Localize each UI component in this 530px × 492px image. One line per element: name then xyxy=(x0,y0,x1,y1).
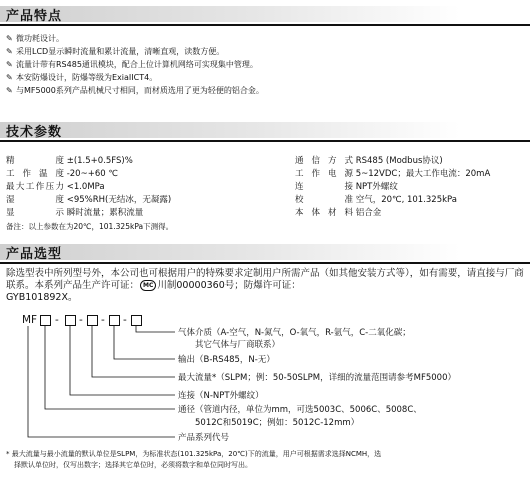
label-medium: 气体介质（A-空气，N-氮气，O-氧气，R-氩气，C-二氧化碳； xyxy=(178,328,411,338)
model-dash: - xyxy=(123,314,127,326)
specs-note: 备注：以上参数在为20℃，101.325kPa下测得。 xyxy=(6,222,174,231)
selection-title: 产品选型 xyxy=(6,247,63,262)
connector-medium xyxy=(136,326,175,332)
connector-connection xyxy=(70,326,175,395)
model-prefix: MF xyxy=(22,314,38,326)
spec-key: 通信方式 xyxy=(295,156,353,166)
spec-key: 显 示 xyxy=(6,208,64,218)
spec-value: ±(1.5+0.5FS)% xyxy=(66,156,133,166)
spec-value: 空气，20℃, 101.325kPa xyxy=(355,195,457,205)
spec-value: -20~+60 ℃ xyxy=(66,169,118,179)
pencil-icon: ✎ xyxy=(6,47,13,56)
pencil-icon: ✎ xyxy=(6,34,13,43)
label-flow: 最大流量*（SLPM；例：50-50SLPM，详细的流量范围请参考MF5000） xyxy=(178,373,456,383)
spec-key: 工作温度 xyxy=(6,169,64,179)
spec-key: 最大工作压力 xyxy=(6,182,64,192)
label-medium-cont: 其它气体与厂商联系） xyxy=(195,340,281,350)
label-bore-cont: 5012C和5019C；例如：5012C-12mm） xyxy=(195,418,360,428)
spec-value: 5~12VDC；最大工作电流：20mA xyxy=(355,169,491,179)
footnote-line-1: * 最大流量与最小流量的默认单位是SLPM，为标准状态(101.325kPa，20℃)下的流量，用户可根据需求选择NCMH，选 xyxy=(6,450,382,458)
model-dash: - xyxy=(79,314,83,326)
license-text: 川制00000360号；防爆许可证： xyxy=(157,280,301,291)
spec-key: 校 准 xyxy=(295,195,353,205)
footnote-line-2: 择默认单位时，仅写出数字；选择其它单位时，必须将数字和单位同时写出。 xyxy=(14,461,252,469)
spec-value: NPT外螺纹 xyxy=(355,182,398,192)
spec-key: 精 度 xyxy=(6,156,64,166)
label-connection: 连接（N-NPT外螺纹） xyxy=(178,391,264,401)
spec-value: <95%RH(无结冰，无凝露) xyxy=(66,195,172,205)
label-series: 产品系列代号 xyxy=(178,433,230,443)
spec-value: <1.0MPa xyxy=(66,182,105,192)
pencil-icon: ✎ xyxy=(6,86,13,95)
connector-output xyxy=(114,326,175,359)
spec-key: 工作电源 xyxy=(295,169,353,179)
feature-text: 流量计带有RS485通讯模块，配合上位计算机网络可实现集中管理。 xyxy=(16,60,258,69)
spec-key: 湿 度 xyxy=(6,195,64,205)
connector-bore xyxy=(45,326,175,409)
feature-text: 本安防爆设计，防爆等级为ExiaIICT4。 xyxy=(16,73,158,82)
specs-title: 技术参数 xyxy=(6,125,63,140)
feature-text: 采用LCD显示瞬时流量和累计流量，清晰直观，读数方便。 xyxy=(16,47,225,56)
feature-text: 微功耗设计。 xyxy=(16,34,64,43)
spec-key: 连 接 xyxy=(295,182,353,192)
spec-value: 瞬时流量；累积流量 xyxy=(66,208,144,218)
spec-key: 本体材料 xyxy=(295,208,353,218)
license-badge: MC xyxy=(140,280,156,291)
model-dash: - xyxy=(101,314,105,326)
license-code: GYB101892X。 xyxy=(6,292,78,303)
connector-flow xyxy=(92,326,175,377)
spec-value: 铝合金 xyxy=(355,208,382,218)
pencil-icon: ✎ xyxy=(6,60,13,69)
features-title: 产品特点 xyxy=(6,9,63,24)
spec-value: RS485 (Modbus协议) xyxy=(355,156,443,166)
model-dash: - xyxy=(55,314,59,326)
connector-series xyxy=(28,326,175,437)
label-bore: 通径（管道内径，单位为mm，可选5003C、5006C、5008C、 xyxy=(178,405,422,415)
paragraph-text: 除选型表中所列型号外，本公司也可根据用户的特殊要求定制用户所需产品（如其他安装方式等），如有需要，请直接与厂商联系。本系列产品生产许可证： xyxy=(6,268,524,291)
pencil-icon: ✎ xyxy=(6,73,13,82)
feature-text: 与MF5000系列产品机械尺寸相同，而材质选用了更为轻便的铝合金。 xyxy=(16,86,264,95)
label-output: 输出（B-RS485，N-无） xyxy=(178,355,275,365)
